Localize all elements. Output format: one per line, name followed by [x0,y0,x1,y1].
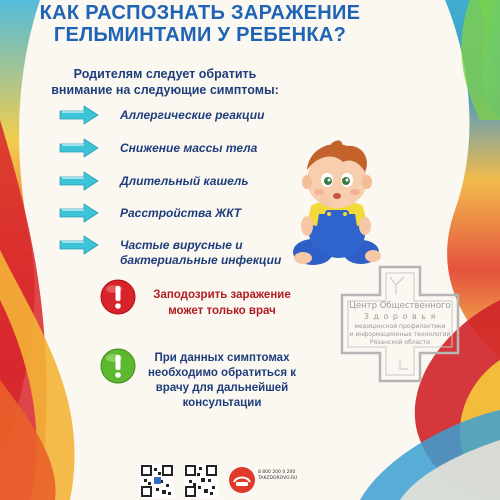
symptom-text: Аллергические реакции [120,108,265,122]
arrow-right-icon [58,203,100,223]
advice-block [100,345,360,425]
page-title [30,2,370,46]
footer [140,460,320,500]
hotline-badge-icon [228,466,256,494]
warning-line-2: может только врач [168,305,276,317]
title-line-1: КАК РАСПОЗНАТЬ ЗАРАЖЕНИЕ [39,2,361,24]
intro-line-2: внимание на следующие симптомы: [51,83,279,97]
health-center-logo [340,265,460,383]
red-exclamation-icon [100,279,136,315]
qr-code-icon[interactable] [184,464,218,498]
title-line-2: ГЕЛЬМИНТАМИ У РЕБЕНКА? [53,24,347,46]
symptom-text [120,238,281,268]
arrow-right-icon [58,171,100,191]
intro-line-1: Родителям следует обратить [73,67,257,81]
intro-text [40,66,290,98]
logo-line-4: и информационных технологий [349,331,451,338]
baby-illustration [285,140,385,270]
arrow-right-icon [58,105,100,125]
hotline-site[interactable]: TAKZDOROVO.RU [258,476,298,481]
hotline-number: 8 800 200 0 200 [258,470,296,475]
warning-line-1: Заподозрить заражение [153,289,291,301]
hotline-info [258,470,318,482]
logo-line-5: Рязанской области [370,339,430,346]
logo-line-3: медицинской профилактики [354,323,446,330]
logo-line-2: З д о р о в ь я [363,312,437,321]
advice-line-3: врачу для дальнейшей [155,382,289,394]
symptom-text: Расстройства ЖКТ [120,206,242,220]
warning-block [100,279,340,329]
warning-text [142,287,302,319]
advice-text [142,351,302,411]
advice-line-1: При данных симптомах [154,352,290,364]
qr-code-icon[interactable] [140,464,174,498]
symptom-text-line-2: бактериальные инфекции [120,253,282,267]
symptom-text-line-1: Частые вирусные и [120,238,243,252]
arrow-right-icon [58,138,100,158]
advice-line-4: консультации [182,397,262,409]
arrow-right-icon [58,235,100,255]
symptom-text: Снижение массы тела [120,141,258,155]
logo-line-1: Центр Общественного [349,301,451,311]
advice-line-2: необходимо обратиться к [147,367,297,379]
green-exclamation-icon [100,348,136,384]
symptom-text: Длительный кашель [120,174,249,188]
